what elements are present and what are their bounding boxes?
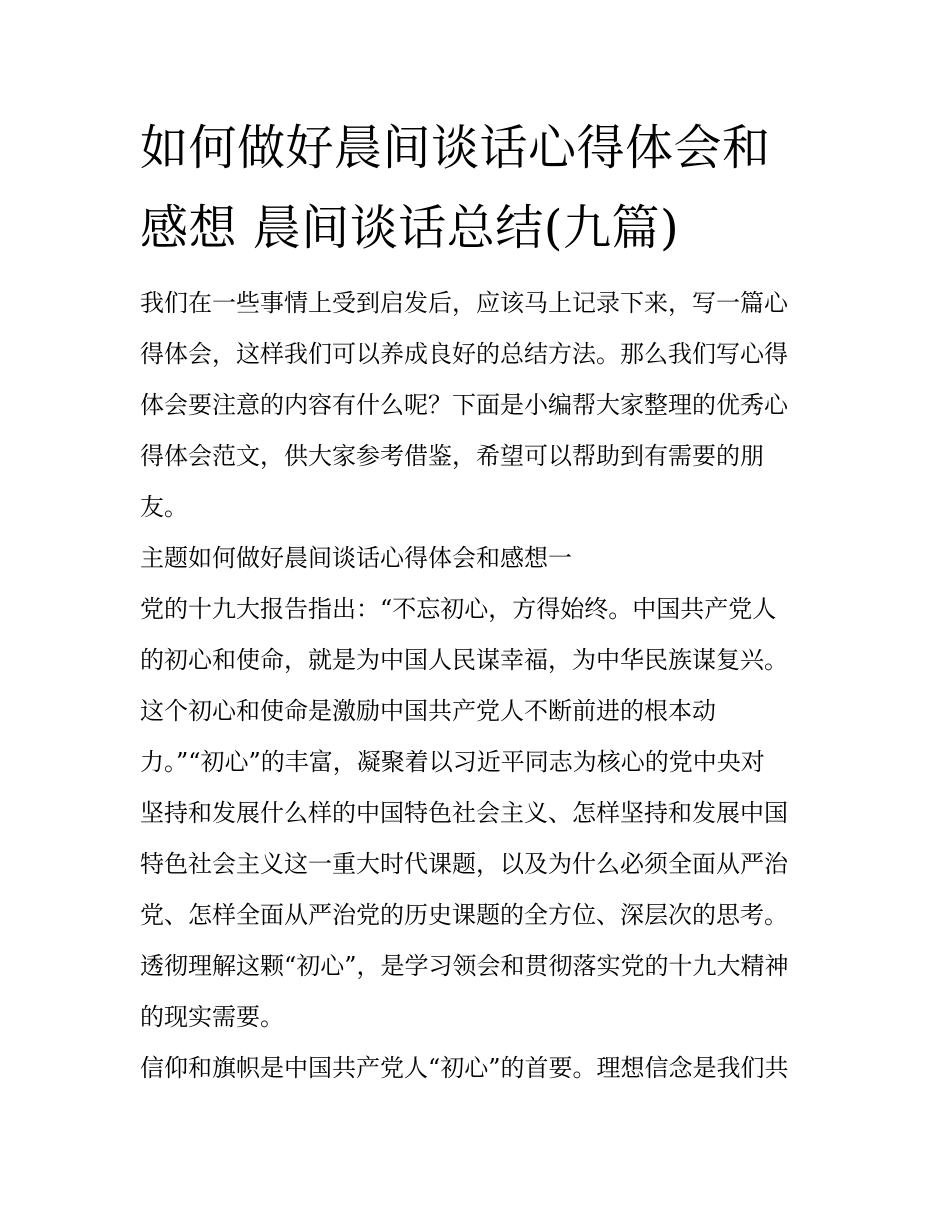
title-line: 感想 晨间谈话总结(九篇)	[140, 200, 680, 256]
document-content	[140, 108, 815, 1094]
title-line: 如何做好晨间谈话心得体会和	[140, 120, 771, 176]
body-line: 我们在一些事情上受到启发后，应该马上记录下来，写一篇心	[140, 289, 788, 317]
body-line: 体会要注意的内容有什么呢？下面是小编帮大家整理的优秀心	[140, 391, 788, 419]
body-line: 信仰和旗帜是中国共产党人“初心”的首要。理想信念是我们共	[140, 1054, 789, 1082]
body-line: 党、怎样全面从严治党的历史课题的全方位、深层次的思考。	[140, 901, 788, 929]
body-line: 党的十九大报告指出：“不忘初心，方得始终。中国共产党人	[140, 595, 777, 623]
body-line: 得体会，这样我们可以养成良好的总结方法。那么我们写心得	[140, 340, 788, 368]
document-title	[140, 108, 815, 268]
body-line: 友。	[140, 493, 188, 521]
body-line: 的初心和使命，就是为中国人民谋幸福，为中华民族谋复兴。	[140, 646, 788, 674]
body-line: 的现实需要。	[140, 1003, 284, 1031]
body-line: 特色社会主义这一重大时代课题，以及为什么必须全面从严治	[140, 850, 788, 878]
body-line: 这个初心和使命是激励中国共产党人不断前进的根本动	[140, 697, 716, 725]
body-line: 坚持和发展什么样的中国特色社会主义、怎样坚持和发展中国	[140, 799, 788, 827]
body-line: 力。”“初心”的丰富，凝聚着以习近平同志为核心的党中央对	[140, 748, 765, 776]
body-line: 透彻理解这颗“初心”，是学习领会和贯彻落实党的十九大精神	[140, 952, 789, 980]
document-body	[140, 278, 815, 1094]
section-heading: 主题如何做好晨间谈话心得体会和感想一	[140, 544, 572, 572]
body-line: 得体会范文，供大家参考借鉴，希望可以帮助到有需要的朋	[140, 442, 764, 470]
